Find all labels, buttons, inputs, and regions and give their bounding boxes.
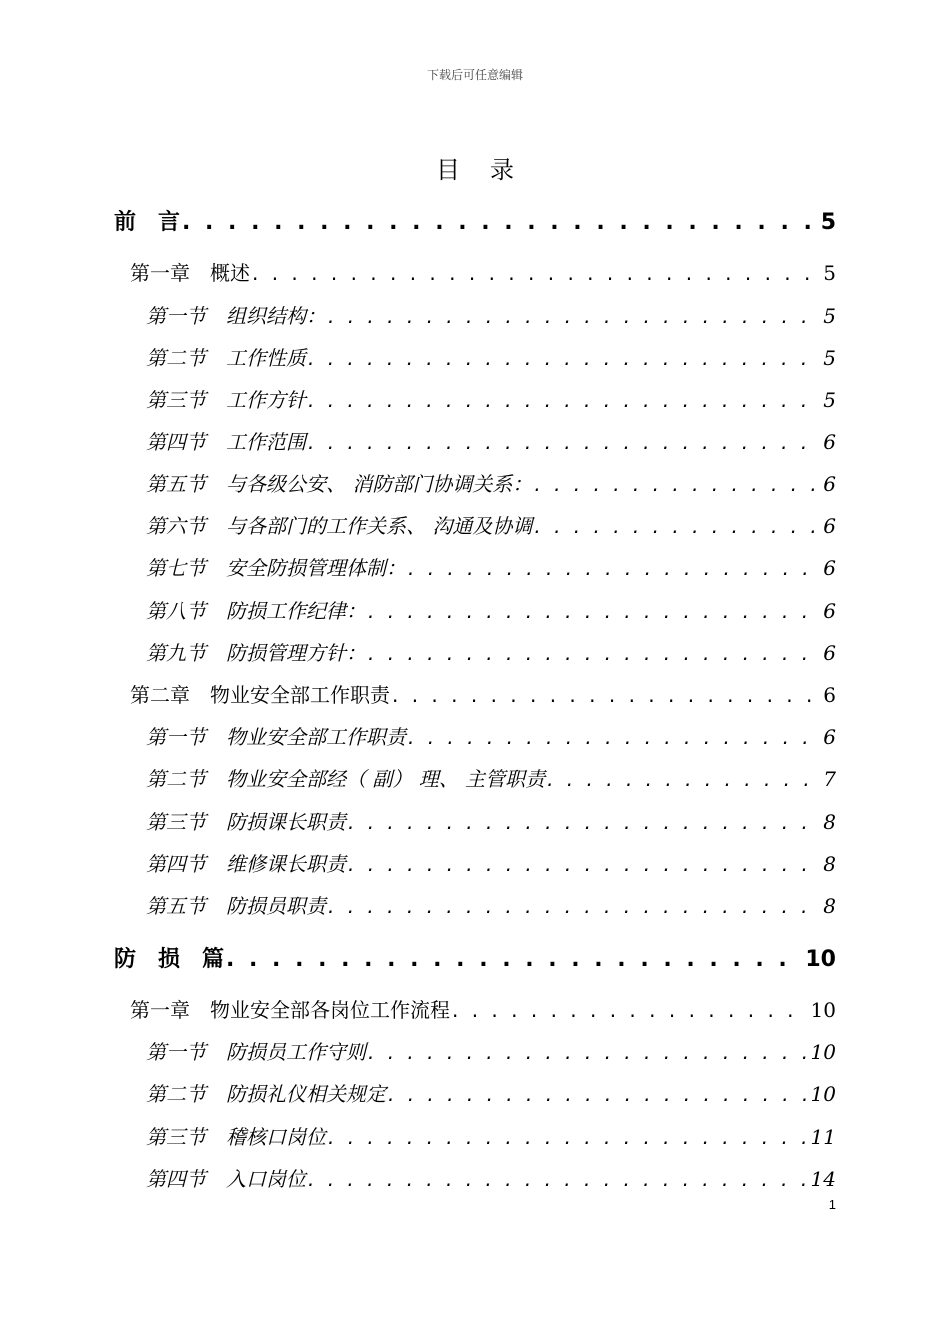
toc-entry[interactable]	[146, 1078, 836, 1107]
toc-entry-label: 防 损 篇	[114, 947, 225, 972]
toc-entry-page: 6	[823, 725, 836, 749]
toc-dot-leader	[408, 725, 821, 749]
toc-entry-page: 11	[810, 1125, 836, 1149]
toc-entry-page: 6	[823, 430, 836, 454]
toc-entry[interactable]	[146, 763, 836, 792]
toc-entry-page: 6	[823, 641, 836, 665]
toc-entry-label: 第二章 物业安全部工作职责	[130, 683, 390, 707]
toc-entry-label: 第二节 工作性质	[146, 346, 306, 370]
toc-dot-leader	[182, 210, 819, 235]
toc-entry-label: 第九节 防损管理方针：	[146, 641, 366, 665]
toc-entry-label: 第四节 维修课长职责	[146, 852, 346, 876]
toc-entry-page: 6	[823, 514, 836, 538]
toc-entry-page: 7	[823, 767, 836, 791]
toc-dot-leader	[348, 810, 821, 834]
toc-entry-label: 第四节 入口岗位	[146, 1167, 306, 1191]
toc-entry[interactable]	[146, 300, 836, 329]
toc-entry-label: 第六节 与各部门的工作关系、 沟通及协调	[146, 514, 533, 538]
page-header-note: 下载后可任意编辑	[426, 68, 523, 82]
toc-dot-leader	[308, 388, 821, 412]
toc-dot-leader	[308, 1167, 809, 1191]
toc-entry[interactable]	[146, 890, 836, 919]
toc-entry-page: 6	[823, 472, 836, 496]
toc-entry-label: 第一节 组织结构：	[146, 304, 326, 328]
toc-dot-leader	[368, 599, 821, 623]
toc-entry-page: 6	[823, 683, 836, 707]
toc-entry-page: 10	[810, 1040, 836, 1064]
toc-entry-page: 8	[823, 894, 836, 918]
toc-entry-label: 第四节 工作范围	[146, 430, 306, 454]
toc-entry[interactable]	[146, 468, 836, 497]
toc-entry[interactable]	[146, 1121, 836, 1150]
toc-dot-leader	[328, 304, 821, 328]
toc-entry-label: 前 言	[114, 210, 181, 235]
toc-entry-page: 5	[823, 304, 836, 328]
toc-entry[interactable]	[114, 205, 836, 236]
page-title: 目录	[436, 156, 544, 184]
toc-entry-label: 第七节 安全防损管理体制：	[146, 556, 406, 580]
toc-entry-label: 第一节 物业安全部工作职责	[146, 725, 406, 749]
toc-entry-page: 5	[823, 346, 836, 370]
toc-entry-label: 第八节 防损工作纪律：	[146, 599, 366, 623]
toc-entry[interactable]	[146, 552, 836, 581]
page-number: 1	[828, 1197, 836, 1212]
toc-entry[interactable]	[146, 1036, 836, 1065]
toc-entry[interactable]	[146, 848, 836, 877]
toc-entry-page: 10	[810, 1082, 836, 1106]
toc-entry[interactable]	[146, 595, 836, 624]
toc-dot-leader	[392, 683, 821, 707]
toc-dot-leader	[348, 852, 821, 876]
toc-entry-label: 第五节 防损员职责	[146, 894, 326, 918]
toc-entry[interactable]	[146, 384, 836, 413]
toc-entry[interactable]	[146, 510, 836, 539]
toc-entry-page: 10	[805, 947, 836, 972]
toc-entry[interactable]	[146, 1163, 836, 1192]
toc-dot-leader	[328, 894, 821, 918]
toc-entry-label: 第三节 稽核口岗位	[146, 1125, 326, 1149]
toc-entry-page: 8	[823, 852, 836, 876]
toc-entry[interactable]	[146, 806, 836, 835]
toc-entry-page: 5	[823, 261, 836, 285]
toc-dot-leader	[408, 556, 821, 580]
toc-dot-leader	[452, 998, 809, 1022]
toc-dot-leader	[308, 346, 821, 370]
toc-dot-leader	[252, 261, 821, 285]
toc-dot-leader	[388, 1082, 809, 1106]
toc-dot-leader	[368, 641, 821, 665]
toc-entry-page: 5	[823, 388, 836, 412]
toc-entry-label: 第三节 防损课长职责	[146, 810, 346, 834]
toc-entry-label: 第二节 防损礼仪相关规定	[146, 1082, 386, 1106]
toc-entry-label: 第三节 工作方针	[146, 388, 306, 412]
toc-entry-label: 第二节 物业安全部经（ 副） 理、 主管职责	[146, 767, 546, 791]
toc-dot-leader	[534, 514, 821, 538]
toc-dot-leader	[368, 1040, 809, 1064]
toc-dot-leader	[534, 472, 821, 496]
toc-entry[interactable]	[130, 679, 836, 708]
toc-entry[interactable]	[130, 994, 836, 1023]
toc-entry-page: 14	[810, 1167, 836, 1191]
toc-entry-page: 6	[823, 599, 836, 623]
toc-entry-label: 第五节 与各级公安、 消防部门协调关系：	[146, 472, 533, 496]
toc-entry[interactable]	[146, 721, 836, 750]
toc-entry-label: 第一章 物业安全部各岗位工作流程	[130, 998, 450, 1022]
toc-dot-leader	[226, 947, 803, 972]
toc-entry-page: 10	[810, 998, 836, 1022]
toc-entry-page: 6	[823, 556, 836, 580]
toc-entry[interactable]	[146, 637, 836, 666]
toc-entry[interactable]	[114, 942, 836, 973]
toc-entry[interactable]	[130, 257, 836, 286]
toc-entry-page: 5	[820, 210, 836, 235]
toc-entry-label: 第一节 防损员工作守则	[146, 1040, 366, 1064]
toc-entry[interactable]	[146, 426, 836, 455]
toc-entry-label: 第一章 概述	[130, 261, 250, 285]
toc-dot-leader	[328, 1125, 809, 1149]
toc-dot-leader	[308, 430, 821, 454]
toc-dot-leader	[547, 767, 821, 791]
toc-entry[interactable]	[146, 342, 836, 371]
toc-entry-page: 8	[823, 810, 836, 834]
